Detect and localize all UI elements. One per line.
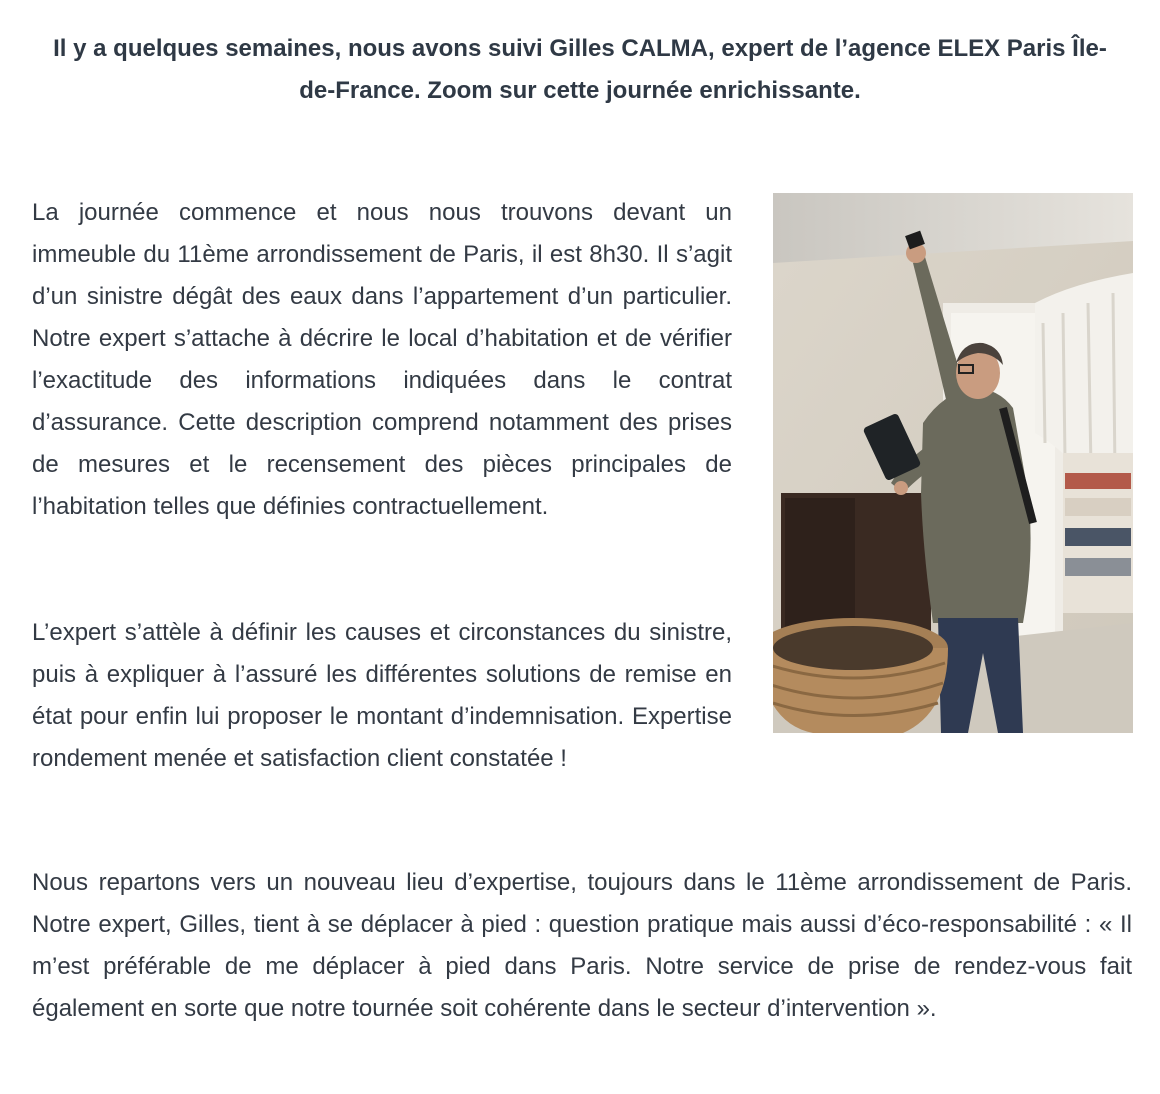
article-intro: Il y a quelques semaines, nous avons suivi Gilles CALMA, expert de l’agence ELEX Paris Île-de-France. Zoom sur cette journée enrichissante. bbox=[53, 35, 1107, 104]
expert-photo bbox=[773, 193, 1133, 733]
paragraph-1: La journée commence et nous nous trouvons devant un immeuble du 11ème arrondissement de Paris, il est 8h30. Il s’agit d’un sinistre dégât des eaux dans l’appartement d’un particulier. Notre expert s’attache à décrire le local d’habitation et de vérifier l’exactitude des informations indiquées dans le contrat d’assurance. Cette description comprend notamment des prises de mesures et le recensement des pièces principales de l’habitation telles que définies contractuellement. bbox=[32, 199, 732, 520]
paragraph-3: Nous repartons vers un nouveau lieu d’expertise, toujours dans le 11ème arrondissement de Paris. Notre expert, Gilles, tient à se déplacer à pied : question pratique mais aussi d’éco-responsabilité : « Il m’est préférable de me déplacer à pied dans Paris. Notre service de prise de rendez-vous fait également en sorte que notre tournée soit cohérente dans le secteur d’intervention ». bbox=[32, 869, 1132, 1022]
paragraph-2: L’expert s’attèle à définir les causes et circonstances du sinistre, puis à expliquer à l’assuré les différentes solutions de remise en état pour enfin lui proposer le montant d’indemnisation. Expertise rondement menée et satisfaction client constatée ! bbox=[32, 619, 732, 772]
